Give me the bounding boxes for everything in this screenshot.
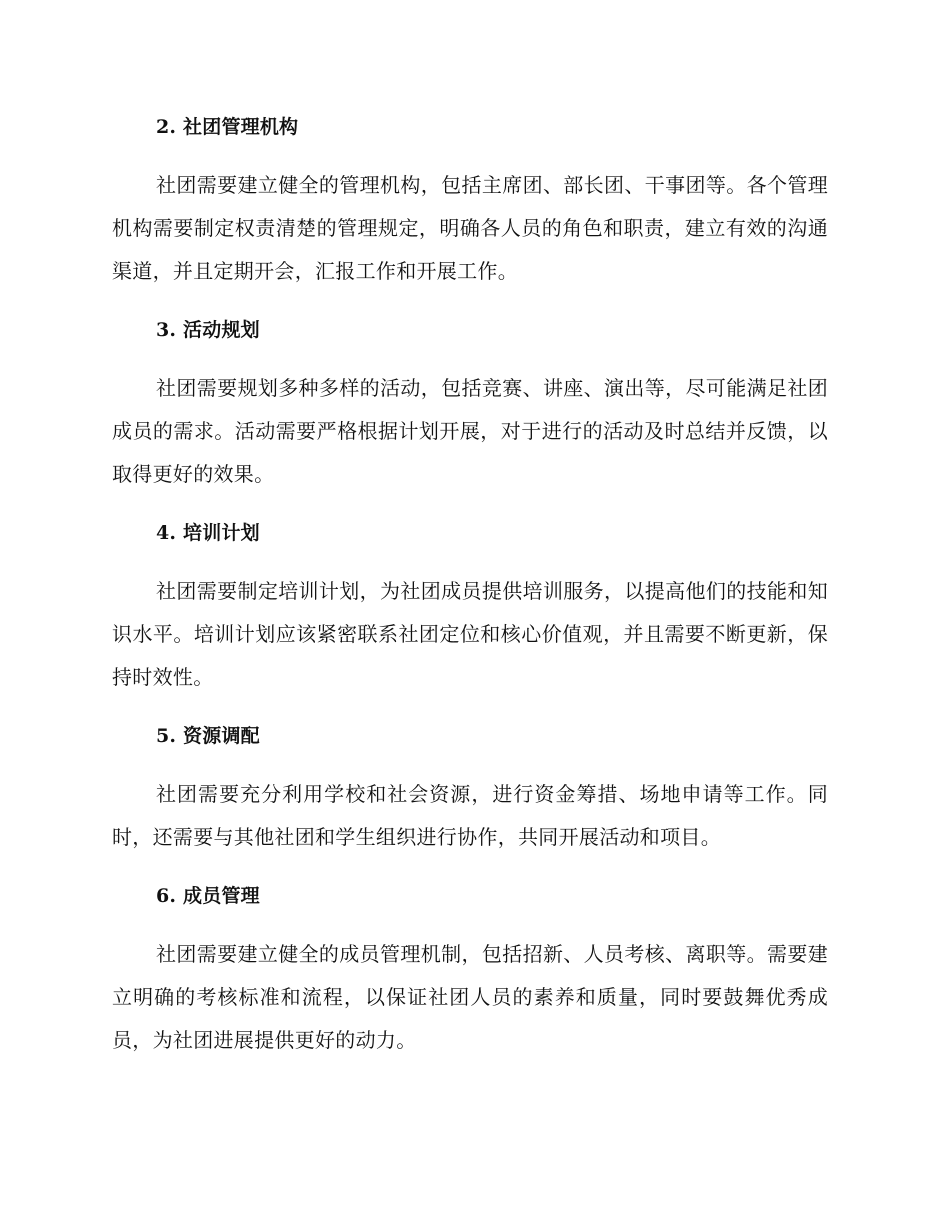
section-heading: 4. 培训计划 — [156, 522, 260, 544]
section-paragraph: 社团需要充分利用学校和社会资源，进行资金筹措、场地申请等工作。同时，还需要与其他社团和学生组织进行协作，共同开展活动和项目。 — [112, 782, 828, 849]
section-paragraph: 社团需要建立健全的管理机构，包括主席团、部长团、干事团等。各个管理机构需要制定权责清楚的管理规定，明确各人员的角色和职责，建立有效的沟通渠道，并且定期开会，汇报工作和开展工作。 — [112, 173, 828, 283]
section-heading: 3. 活动规划 — [156, 319, 260, 341]
section-member-management — [112, 877, 828, 1062]
section-heading: 5. 资源调配 — [156, 725, 260, 747]
section-heading: 2. 社团管理机构 — [156, 116, 299, 138]
section-paragraph: 社团需要规划多种多样的活动，包括竞赛、讲座、演出等，尽可能满足社团成员的需求。活动需要严格根据计划开展，对于进行的活动及时总结并反馈，以取得更好的效果。 — [112, 376, 828, 486]
document-page — [112, 108, 828, 1080]
section-heading: 6. 成员管理 — [156, 885, 260, 907]
section-training-plan — [112, 514, 828, 699]
section-paragraph: 社团需要建立健全的成员管理机制，包括招新、人员考核、离职等。需要建立明确的考核标准和流程，以保证社团人员的素养和质量，同时要鼓舞优秀成员，为社团进展提供更好的动力。 — [112, 942, 828, 1052]
section-resource-allocation — [112, 717, 828, 859]
section-management-structure — [112, 108, 828, 293]
section-activity-planning — [112, 311, 828, 496]
section-paragraph: 社团需要制定培训计划，为社团成员提供培训服务，以提高他们的技能和知识水平。培训计划应该紧密联系社团定位和核心价值观，并且需要不断更新，保持时效性。 — [112, 579, 828, 689]
